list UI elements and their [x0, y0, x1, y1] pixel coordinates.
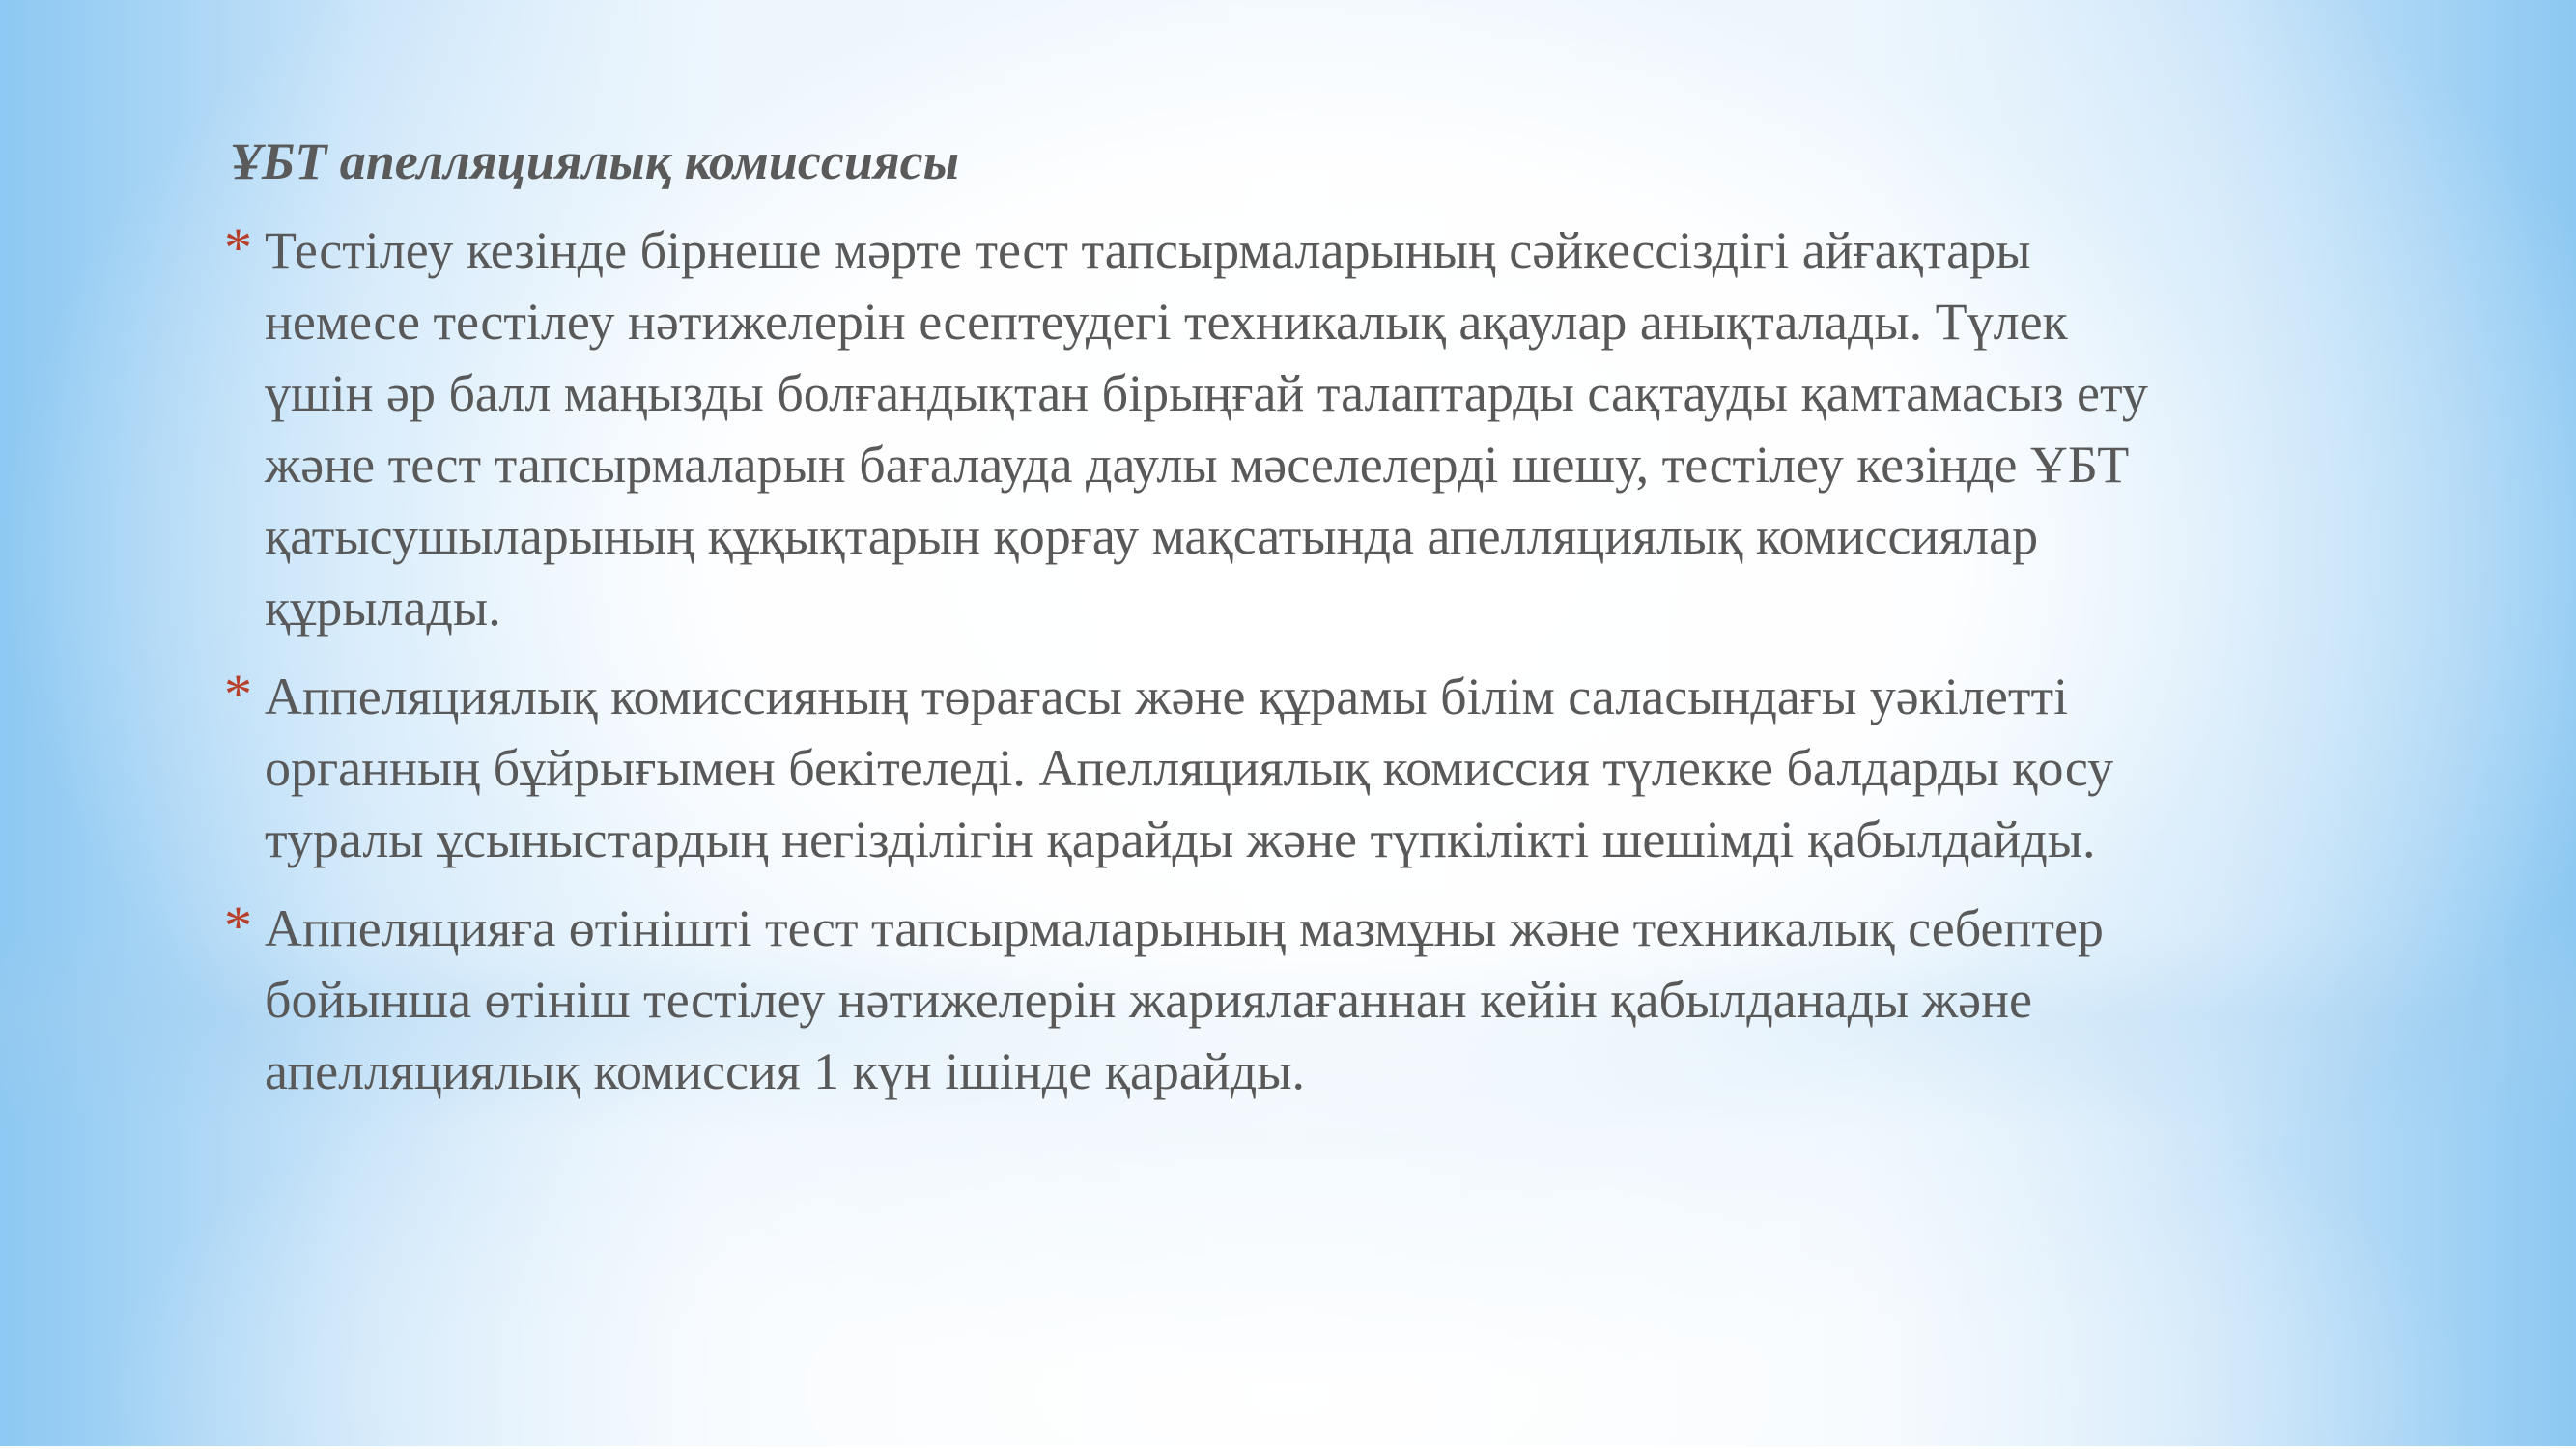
slide-content — [224, 124, 2403, 1124]
list-item — [224, 214, 2403, 643]
bullet-text: Аппеляциялық комиссияның төрағасы және құрамы білім саласындағы уәкілетті органның бұйрығымен бекітеледі. Апелляциялық комиссия түлекке балдарды қосу туралы ұсыныстардың негізділігін қарайды және түпкілікті шешімді қабылдайды. — [265, 668, 2114, 868]
asterisk-bullet-icon: * — [224, 663, 252, 725]
slide-title: ҰБТ апелляциялық комиссиясы — [230, 132, 960, 190]
bullet-text: Аппеляцияға өтінішті тест тапсырмаларының мазмұны және техникалық себептер бойынша өтініш тестілеу нәтижелерін жариялағаннан кейін қабылданады және апелляциялық комиссия 1 күн ішінде қарайды. — [265, 899, 2104, 1100]
bullet-list — [224, 214, 2403, 1107]
asterisk-bullet-icon: * — [224, 216, 252, 279]
list-item — [224, 893, 2403, 1107]
asterisk-bullet-icon: * — [224, 895, 252, 957]
bullet-text: Тестілеу кезінде бірнеше мәрте тест тапсырмаларының сәйкессіздігі айғақтары немесе тестілеу нәтижелерін есептеудегі техникалық ақаулар анықталады. Түлек үшін әр балл маңызды болғандықтан бірыңғай талаптарды сақтауды қамтамасыз ету және тест тапсырмаларын бағалауда даулы мәселелерді шешу, тестілеу кезінде ҰБТ қатысушыларының құқықтарын қорғау мақсатында апелляциялық комиссиялар құрылады. — [265, 221, 2148, 637]
list-item — [224, 661, 2403, 875]
